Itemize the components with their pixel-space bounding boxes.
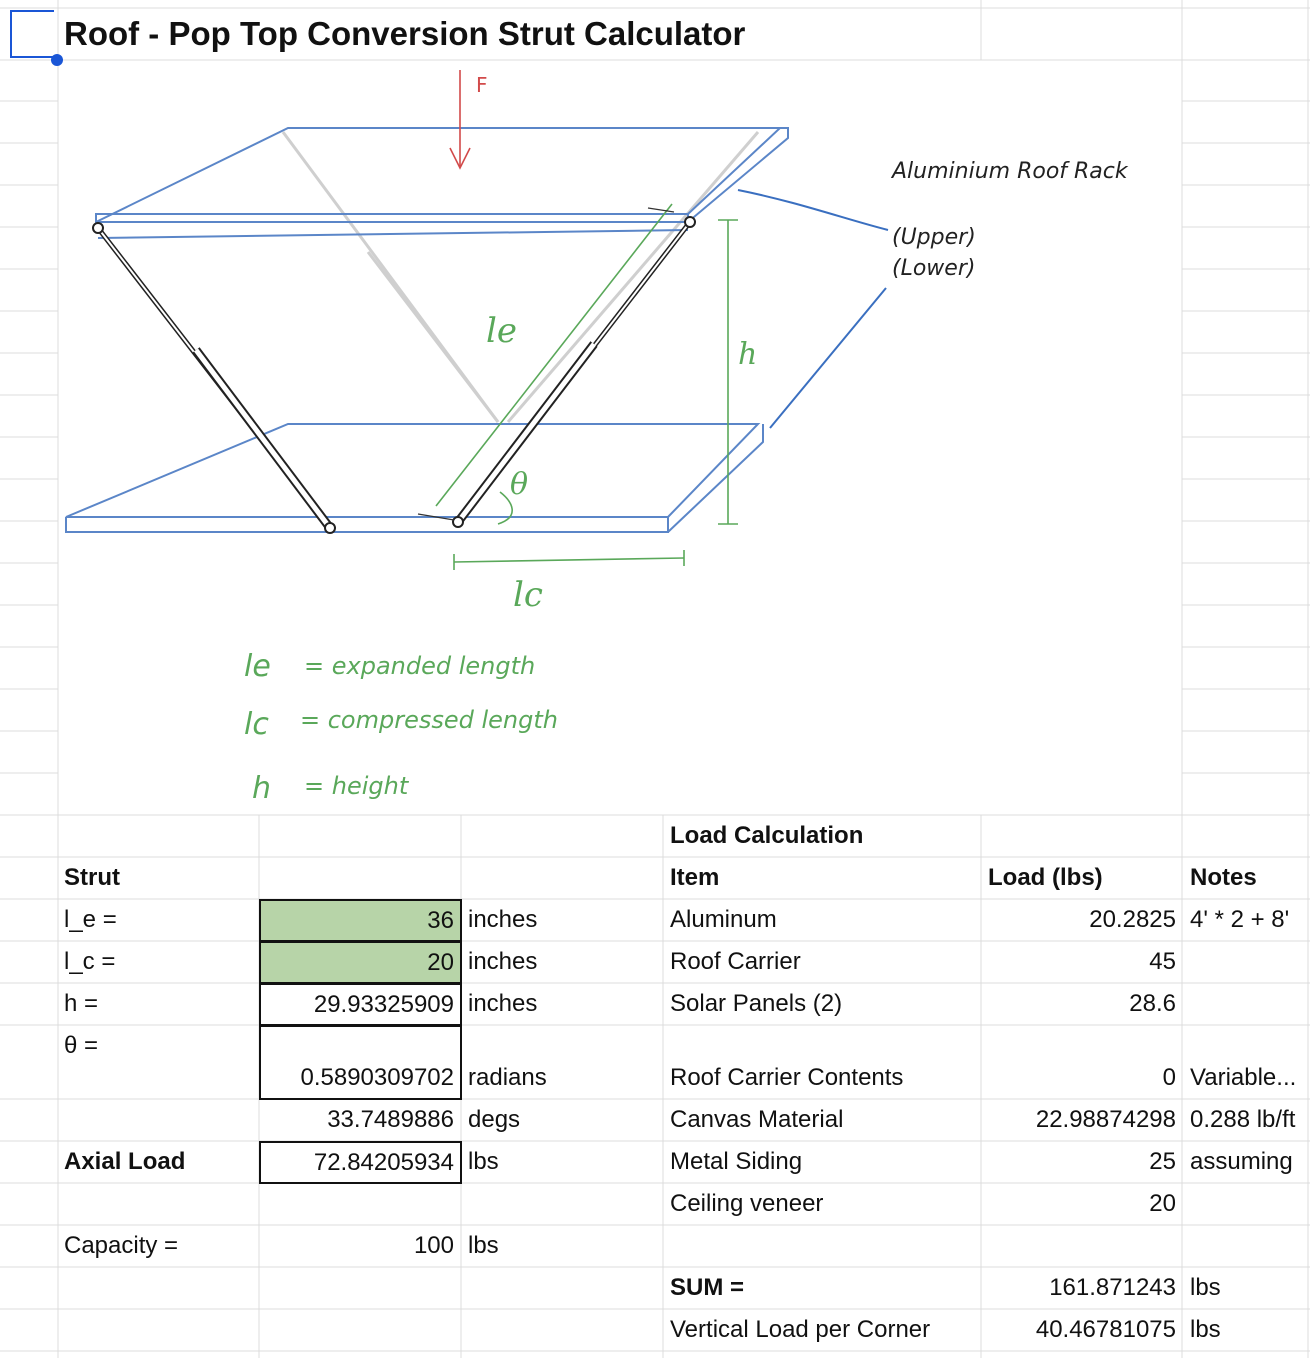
lower-label: (Lower) <box>892 256 976 281</box>
strut-diagram-sketch <box>58 62 1182 814</box>
theta-label: θ = <box>64 1032 99 1059</box>
col-load-header: Load (lbs) <box>988 864 1103 891</box>
theta-symbol: θ <box>510 467 529 502</box>
legend-h-text: = height <box>304 772 409 800</box>
col-item-header: Item <box>670 864 720 891</box>
h-value[interactable]: 29.93325909 <box>259 983 462 1026</box>
sum-unit: lbs <box>1190 1274 1221 1301</box>
load-item[interactable]: Ceiling veneer <box>670 1190 824 1217</box>
load-notes[interactable]: 0.288 lb/ft <box>1190 1106 1296 1133</box>
load-notes[interactable]: 4' * 2 + 8' <box>1190 906 1290 933</box>
load-notes[interactable]: assuming <box>1190 1148 1293 1175</box>
load-value[interactable]: 28.6 <box>1129 990 1176 1017</box>
force-arrow <box>450 70 470 168</box>
vertical-load-unit: lbs <box>1190 1316 1221 1343</box>
col-notes-header: Notes <box>1190 864 1257 891</box>
axial-load-unit: lbs <box>468 1148 499 1175</box>
axial-load-value[interactable]: 72.84205934 <box>259 1141 462 1184</box>
load-item[interactable]: Metal Siding <box>670 1148 803 1175</box>
rack-label: Aluminium Roof Rack <box>892 159 1128 184</box>
legend-le-text: = expanded length <box>304 652 536 680</box>
le-unit: inches <box>468 906 538 933</box>
h-symbol: h <box>738 337 758 372</box>
theta-deg-unit: degs <box>468 1106 521 1133</box>
strut-right <box>453 217 695 527</box>
load-item[interactable]: Solar Panels (2) <box>670 990 843 1017</box>
load-value[interactable]: 22.98874298 <box>1035 1106 1176 1133</box>
h-label: h = <box>64 990 99 1017</box>
load-item[interactable]: Roof Carrier <box>670 948 801 975</box>
sum-value[interactable]: 161.871243 <box>1049 1274 1176 1301</box>
lc-input[interactable]: 20 <box>259 941 462 984</box>
vertical-load-value[interactable]: 40.46781075 <box>1035 1316 1176 1343</box>
vertical-load-label: Vertical Load per Corner <box>670 1316 931 1343</box>
load-item[interactable]: Canvas Material <box>670 1106 844 1133</box>
load-value[interactable]: 20 <box>1149 1190 1176 1217</box>
lower-rack-frame <box>66 424 763 532</box>
le-input[interactable]: 36 <box>259 899 462 942</box>
lc-label: l_c = <box>64 948 116 975</box>
theta-rad-unit: radians <box>468 1064 547 1091</box>
force-label: F <box>476 73 488 97</box>
active-cell-selection[interactable] <box>10 10 54 58</box>
load-value[interactable]: 0 <box>1162 1064 1176 1091</box>
legend-le-symbol: le <box>244 649 271 684</box>
strut-header: Strut <box>64 864 120 891</box>
theta-deg-value[interactable]: 33.7489886 <box>327 1106 454 1133</box>
sum-label: SUM = <box>670 1274 745 1301</box>
capacity-label: Capacity = <box>64 1232 179 1259</box>
legend-lc-symbol: lc <box>244 707 269 742</box>
legend-lc-text: = compressed length <box>300 706 558 734</box>
lc-symbol: lc <box>513 575 543 615</box>
le-label: l_e = <box>64 906 117 933</box>
load-value[interactable]: 45 <box>1149 948 1176 975</box>
legend-h-symbol: h <box>252 771 272 806</box>
le-symbol: le <box>486 311 517 351</box>
load-item[interactable]: Aluminum <box>670 906 777 933</box>
lc-unit: inches <box>468 948 538 975</box>
load-value[interactable]: 25 <box>1149 1148 1176 1175</box>
sheet-title: Roof - Pop Top Conversion Strut Calculator <box>64 15 746 52</box>
load-calc-title: Load Calculation <box>670 822 864 849</box>
axial-load-label: Axial Load <box>64 1148 186 1175</box>
capacity-value[interactable]: 100 <box>413 1232 454 1259</box>
strut-left <box>93 223 335 533</box>
load-notes[interactable]: Variable... <box>1190 1064 1297 1091</box>
capacity-unit: lbs <box>468 1232 499 1259</box>
load-item[interactable]: Roof Carrier Contents <box>670 1064 904 1091</box>
upper-label: (Upper) <box>892 225 976 250</box>
load-value[interactable]: 20.2825 <box>1089 906 1176 933</box>
theta-rad-value: 0.5890309702 <box>300 1064 454 1091</box>
sketch-legend <box>244 649 558 806</box>
h-unit: inches <box>468 990 538 1017</box>
